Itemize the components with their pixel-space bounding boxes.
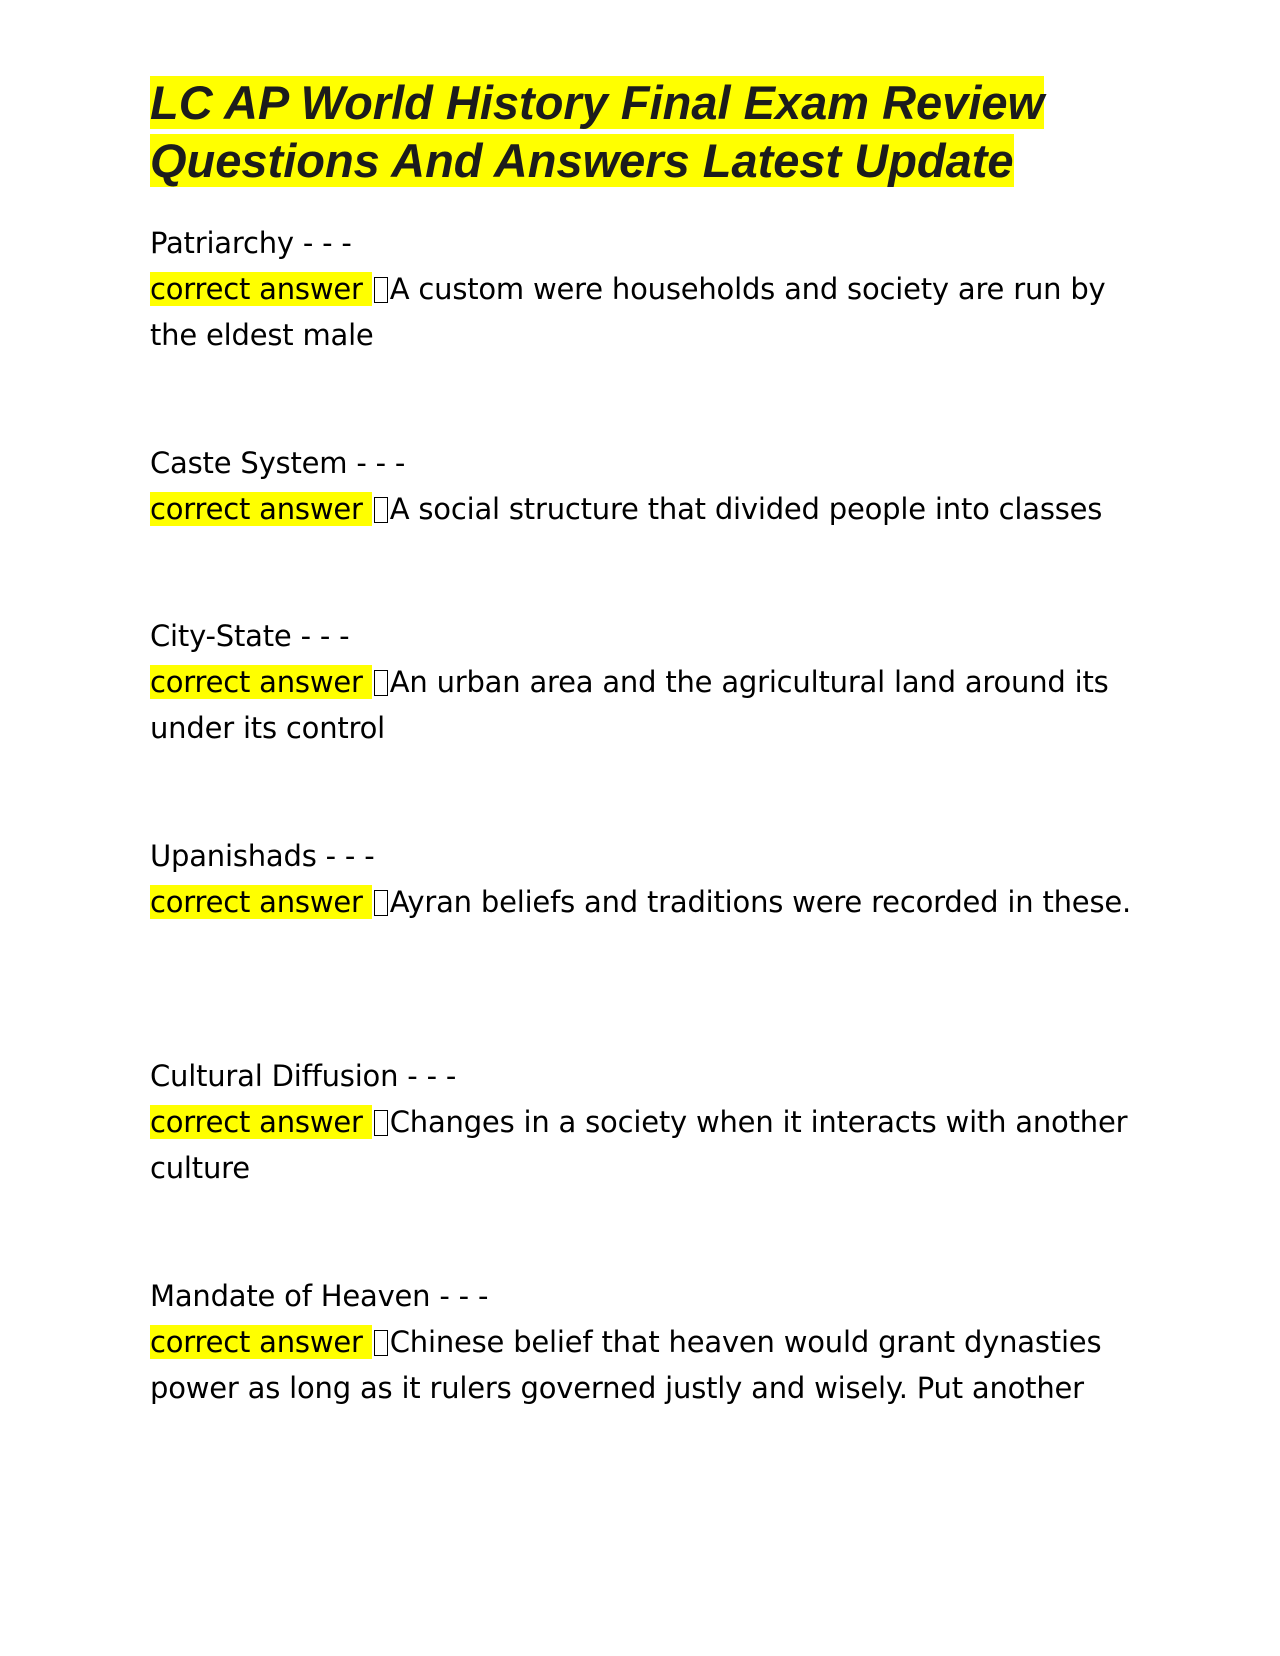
- correct-answer-label: correct answer: [150, 272, 372, 306]
- correct-answer-label: correct answer: [150, 492, 372, 526]
- document-page: [150, 74, 1140, 1405]
- qa-entry: [150, 833, 1140, 925]
- entry-term: Caste System - - -: [150, 446, 406, 480]
- answer-line: [150, 1319, 1140, 1411]
- qa-entry: [150, 1053, 1140, 1191]
- qa-entry: [150, 1273, 1140, 1411]
- missing-glyph-icon: [374, 277, 388, 303]
- missing-glyph-icon: [374, 497, 388, 523]
- entry-term: Mandate of Heaven - - -: [150, 1279, 489, 1313]
- answer-line: [150, 486, 1140, 532]
- qa-entry: [150, 440, 1140, 532]
- entry-definition: An urban area and the agricultural land around its under its control: [150, 665, 1109, 745]
- answer-line: [150, 266, 1140, 358]
- entry-definition: A custom were households and society are run by the eldest male: [150, 272, 1106, 352]
- correct-answer-label: correct answer: [150, 665, 372, 699]
- correct-answer-label: correct answer: [150, 1325, 372, 1359]
- answer-line: [150, 879, 1140, 925]
- answer-line: [150, 1099, 1140, 1191]
- entry-term: City-State - - -: [150, 619, 350, 653]
- correct-answer-label: correct answer: [150, 1105, 372, 1139]
- entry-term: Cultural Diffusion - - -: [150, 1059, 457, 1093]
- missing-glyph-icon: [374, 1330, 388, 1356]
- missing-glyph-icon: [374, 1110, 388, 1136]
- entry-definition: Ayran beliefs and traditions were recorded in these.: [389, 885, 1132, 919]
- entry-term: Upanishads - - -: [150, 839, 375, 873]
- correct-answer-label: correct answer: [150, 885, 372, 919]
- qa-entry: [150, 613, 1140, 751]
- entry-definition: Changes in a society when it interacts with another culture: [150, 1105, 1128, 1185]
- entry-term: Patriarchy - - -: [150, 226, 352, 260]
- title-highlight: LC AP World History Final Exam Review Questions And Answers Latest Update: [150, 76, 1045, 187]
- answer-line: [150, 659, 1140, 751]
- document-title: [150, 74, 1140, 190]
- qa-entry: [150, 220, 1140, 358]
- missing-glyph-icon: [374, 670, 388, 696]
- entry-definition: A social structure that divided people into classes: [389, 492, 1103, 526]
- missing-glyph-icon: [374, 890, 388, 916]
- entry-definition: Chinese belief that heaven would grant dynasties power as long as it rulers governed justly and wisely. Put another: [150, 1325, 1102, 1405]
